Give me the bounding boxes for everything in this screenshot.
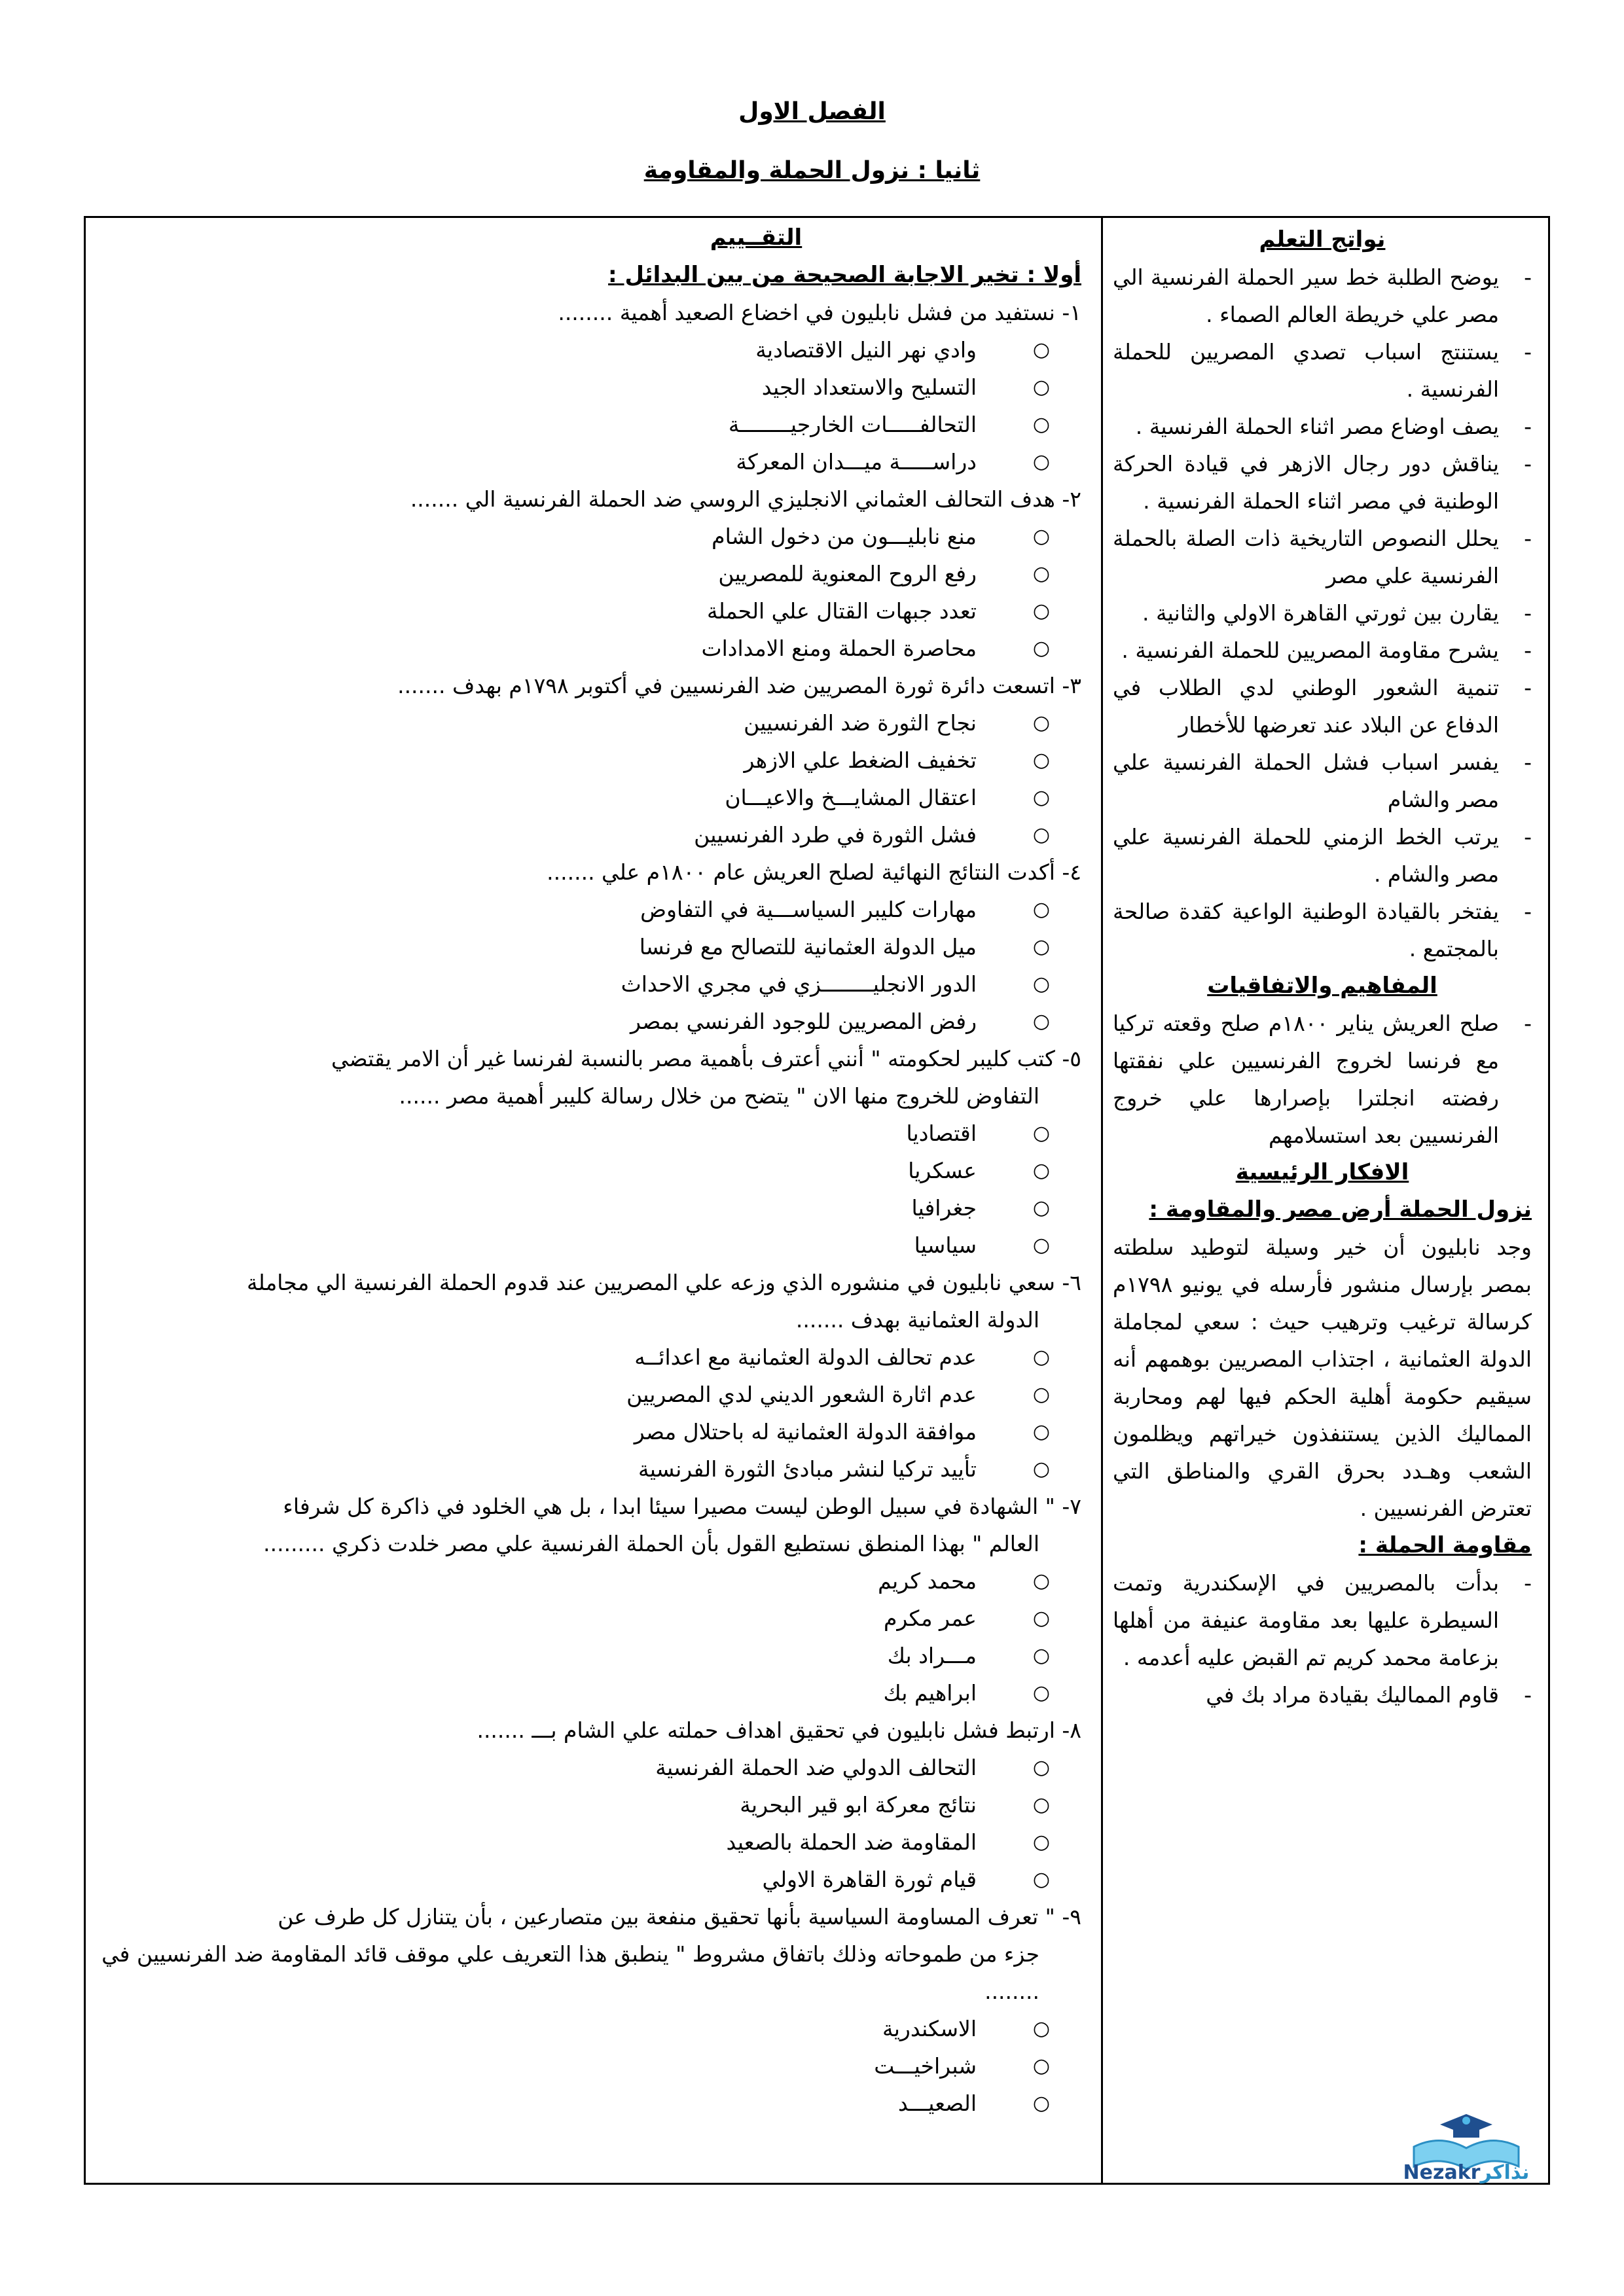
answer-options: [98, 704, 1081, 853]
answer-option[interactable]: ○ تأييد تركيا لنشر مبادئ الثورة الفرنسية: [98, 1450, 1003, 1488]
answer-option[interactable]: ○ عمر مكرم: [98, 1600, 1003, 1637]
answer-option[interactable]: ○ اعتقال المشايـــخ والاعيـــان: [98, 779, 1003, 816]
answer-option[interactable]: ○ المقاومة ضد الحملة بالصعيد: [98, 1823, 1003, 1861]
learning-outcome-item: - يرتب الخط الزمني للحملة الفرنسية علي مصر والشام .: [1113, 818, 1532, 893]
resistance-item: - قاوم المماليك بقيادة مراد بك في: [1113, 1676, 1532, 1713]
answer-option[interactable]: ○ التسليح والاستعداد الجيد: [98, 368, 1003, 406]
learning-outcome-item: - يفسر اسباب فشل الحملة الفرنسية علي مصر والشام: [1113, 744, 1532, 818]
answer-option[interactable]: ○ فشل الثورة في طرد الفرنسيين: [98, 816, 1003, 853]
answer-option[interactable]: ○ نتائج معركة ابو قير البحرية: [98, 1786, 1003, 1823]
learning-outcome-item: - يوضح الطلبة خط سير الحملة الفرنسية الي مصر علي خريطة العالم الصماء .: [1113, 259, 1532, 333]
answer-option[interactable]: ○ قيام ثورة القاهرة الاولي: [98, 1861, 1003, 1898]
resistance-item: - بدأت بالمصريين في الإسكندرية وتمت السيطرة عليها بعد مقاومة عنيفة من أهلها بزعامة محمد كريم تم القبض عليه أعدمه .: [1113, 1564, 1532, 1676]
landing-title: نزول الحملة أرض مصر والمقاومة :: [1149, 1196, 1532, 1223]
answer-option[interactable]: ○ التحالفـــــات الخارجيــــــــة: [98, 406, 1003, 443]
logo-arabic-text: نذاكر: [1480, 2161, 1530, 2184]
answer-option[interactable]: ○ ميل الدولة العثمانية للتصالح مع فرنسا: [98, 928, 1003, 965]
learning-outcomes-list: [1113, 259, 1532, 967]
answer-options: [98, 1562, 1081, 1712]
resistance-title: مقاومة الحملة :: [1358, 1532, 1532, 1558]
answer-options: [98, 1338, 1081, 1488]
answer-option[interactable]: ○ تخفيف الضغط علي الازهر: [98, 742, 1003, 779]
answer-option[interactable]: ○ مـــراد بك: [98, 1637, 1003, 1674]
question-text-continuation: التفاوض للخروج منها الان " يتضح من خلال رسالة كليبر أهمية مصر ......: [399, 1083, 1039, 1109]
question-text: ٨- ارتبط فشل نابليون في تحقيق اهداف حملته علي الشام بـــ .......: [477, 1717, 1081, 1743]
concept-item: - صلح العريش يناير ١٨٠٠م صلح وقعته تركيا مع فرنسا لخروج الفرنسيين علي نفقتها رفضته انجلترا بإصرارها علي خروج الفرنسيين بعد استسلامهم: [1113, 1005, 1532, 1154]
question-text: ٢- هدف التحالف العثماني الانجليزي الروسي ضد الحملة الفرنسية الي .......: [410, 486, 1081, 512]
learning-outcome-item: - يشرح مقاومة المصريين للحملة الفرنسية .: [1113, 632, 1532, 669]
answer-option[interactable]: ○ منع نابليـــون من دخول الشام: [98, 518, 1003, 555]
question-text: ٥- كتب كليبر لحكومته " أنني أعترف بأهمية مصر بالنسبة لفرنسا غير أن الامر يقتضي: [331, 1046, 1081, 1071]
answer-option[interactable]: ○ عدم اثارة الشعور الديني لدي المصريين: [98, 1376, 1003, 1413]
answer-option[interactable]: ○ محاصرة الحملة ومنع الامدادات: [98, 630, 1003, 667]
answer-option[interactable]: ○ شبراخيـــت: [98, 2047, 1003, 2085]
answer-option[interactable]: ○ جغرافيا: [98, 1189, 1003, 1227]
question: [98, 1264, 1081, 1488]
question: [98, 294, 1081, 480]
landing-text: وجد نابليون أن خير وسيلة لتوطيد سلطته بمصر بإرسال منشور فأرسله في يونيو ١٧٩٨م كرسالة ترغيب وترهيب حيث : سعي لمجاملة الدولة العثمانية ، اجتذاب المصريين بوهمهم أنه سيقيم حكومة أهلية الحكم فيها لهم ومحاربة المماليك الذين يستنفذون خيراتهم ويظلمون الشعب وهـدد بحرق القري والمناطق التي تعترض الفرنسيين .: [1113, 1234, 1532, 1521]
answer-option[interactable]: ○ محمد كريم: [98, 1562, 1003, 1600]
question: [98, 1898, 1081, 2122]
answer-option[interactable]: ○ وادي نهر النيل الاقتصادية: [98, 331, 1003, 368]
question: [98, 853, 1081, 1040]
answer-option[interactable]: ○ نجاح الثورة ضد الفرنسيين: [98, 704, 1003, 742]
answer-options: [98, 2010, 1081, 2122]
learning-outcome-item: - يصف اوضاع مصر اثناء الحملة الفرنسية .: [1113, 408, 1532, 445]
answer-option[interactable]: ○ سياسيا: [98, 1227, 1003, 1264]
question: [98, 480, 1081, 667]
questions-list: [98, 294, 1087, 2122]
answer-options: [98, 1115, 1081, 1264]
answer-option[interactable]: ○ الاسكندرية: [98, 2010, 1003, 2047]
question-text: ٩- " تعرف المساومة السياسية بأنها تحقيق منفعة بين متصارعين ، بأن يتنازل كل طرف عن: [278, 1904, 1081, 1929]
main-ideas-title: الافكار الرئيسية: [1235, 1159, 1409, 1185]
question-text: ٣- اتسعت دائرة ثورة المصريين ضد الفرنسيين في أكتوبر ١٧٩٨م بهدف .......: [397, 673, 1081, 698]
question-text-continuation: جزء من طموحاته وذلك باتفاق مشروط " ينطبق هذا التعريف علي موقف قائد المقاومة ضد الفرنسيين في ........: [101, 1941, 1039, 2004]
answer-option[interactable]: ○ الصعيـــد: [98, 2085, 1003, 2122]
answer-option[interactable]: ○ عسكريا: [98, 1152, 1003, 1189]
assessment-title: التقــييم: [710, 224, 803, 251]
question: [98, 667, 1081, 853]
answer-option[interactable]: ○ رفع الروح المعنوية للمصريين: [98, 555, 1003, 592]
chapter-title: الفصل الاول: [738, 98, 886, 125]
answer-option[interactable]: ○ اقتصاديا: [98, 1115, 1003, 1152]
question-text-continuation: الدولة العثمانية بهدف .......: [795, 1307, 1039, 1333]
question-text: ٧- " الشهادة في سبيل الوطن ليست مصيرا سيئا ابدا ، بل هي الخلود في ذاكرة كل شرفاء: [283, 1494, 1081, 1519]
section-title: ثانيا : نزول الحملة والمقاومة: [643, 157, 981, 184]
answer-options: [98, 1749, 1081, 1898]
answer-option[interactable]: ○ دراســـــة ميـــدان المعركة: [98, 443, 1003, 480]
concepts-list: [1113, 1005, 1532, 1154]
resistance-list: [1113, 1564, 1532, 1713]
question: [98, 1712, 1081, 1898]
answer-option[interactable]: ○ مهارات كليبر السياســـية في التفاوض: [98, 891, 1003, 928]
answer-option[interactable]: ○ عدم تحالف الدولة العثمانية مع اعدائــه: [98, 1338, 1003, 1376]
learning-outcomes-title: نواتج التعلم: [1259, 226, 1386, 253]
learning-outcome-item: - يقارن بين ثورتي القاهرة الاولي والثانية .: [1113, 594, 1532, 632]
answer-option[interactable]: ○ التحالف الدولي ضد الحملة الفرنسية: [98, 1749, 1003, 1786]
answer-option[interactable]: ○ تعدد جبهات القتال علي الحملة: [98, 592, 1003, 630]
learning-column: [1113, 221, 1532, 1713]
nezakr-logo: [1388, 2101, 1545, 2186]
assessment-column: [98, 219, 1087, 2122]
answer-option[interactable]: ○ الدور الانجليــــــــزي في مجري الاحداث: [98, 965, 1003, 1003]
assessment-subtitle: أولا : تخير الاجابة الصحيحة من بين البدائل :: [608, 262, 1081, 288]
column-divider: [1101, 216, 1103, 2185]
question-text: ١- نستفيد من فشل نابليون في اخضاع الصعيد أهمية ........: [558, 300, 1081, 325]
answer-options: [98, 891, 1081, 1040]
question-text-continuation: العالم " بهذا المنطق نستطيع القول بأن الحملة الفرنسية علي مصر خلدت ذكري .........: [263, 1531, 1039, 1556]
learning-outcome-item: - تنمية الشعور الوطني لدي الطلاب في الدفاع عن البلاد عند تعرضها للأخطار: [1113, 669, 1532, 744]
logo-text: Nezakr: [1403, 2161, 1481, 2184]
answer-option[interactable]: ○ ابراهيم بك: [98, 1674, 1003, 1712]
learning-outcome-item: - يناقش دور رجال الازهر في قيادة الحركة الوطنية في مصر اثناء الحملة الفرنسية .: [1113, 445, 1532, 520]
answer-options: [98, 518, 1081, 667]
answer-option[interactable]: ○ موافقة الدولة العثمانية له باحتلال مصر: [98, 1413, 1003, 1450]
question-text: ٤- أكدت النتائج النهائية لصلح العريش عام ١٨٠٠م علي .......: [547, 859, 1081, 885]
question: [98, 1488, 1081, 1712]
answer-options: [98, 331, 1081, 480]
learning-outcome-item: - يحلل النصوص التاريخية ذات الصلة بالحملة الفرنسية علي مصر: [1113, 520, 1532, 594]
question: [98, 1040, 1081, 1264]
answer-option[interactable]: ○ رفض المصريين للوجود الفرنسي بمصر: [98, 1003, 1003, 1040]
learning-outcome-item: - يستنتج اسباب تصدي المصريين للحملة الفرنسية .: [1113, 333, 1532, 408]
concepts-title: المفاهيم والاتفاقيات: [1207, 973, 1437, 999]
question-text: ٦- سعي نابليون في منشوره الذي وزعه علي المصريين عند قدوم الحملة الفرنسية الي مجاملة: [246, 1270, 1081, 1295]
learning-outcome-item: - يفتخر بالقيادة الوطنية الواعية كقدة صالحة بالمجتمع .: [1113, 893, 1532, 967]
